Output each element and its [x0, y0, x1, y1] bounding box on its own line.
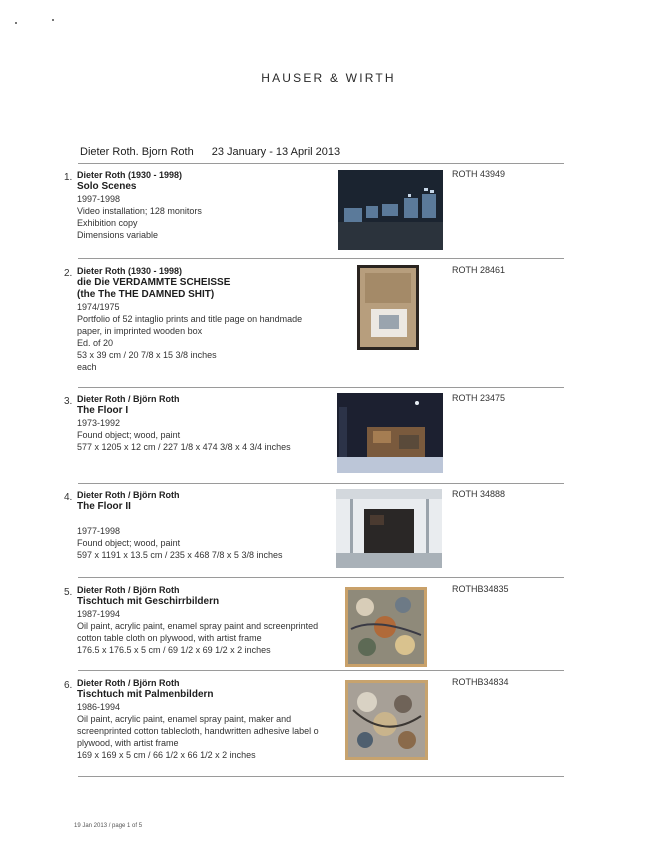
artwork-title: die Die VERDAMMTE SCHEISSE: [77, 277, 231, 288]
artwork-title-translation: (the The THE DAMNED SHIT): [77, 289, 215, 300]
entry-number: 4.: [64, 492, 73, 503]
inventory-number: ROTH 28461: [452, 265, 506, 275]
artwork-photo-the-floor-i: [337, 393, 443, 473]
entry-text: [77, 393, 337, 453]
divider: [78, 163, 564, 164]
artwork-date: 1973-1992: [77, 418, 121, 428]
entry-number: 5.: [64, 587, 73, 598]
exhibition-dates: 23 January - 13 April 2013: [211, 146, 341, 158]
entry-text: [77, 677, 327, 761]
artwork-date: 1987-1994: [77, 609, 121, 619]
inventory-number: ROTH 43949: [452, 169, 506, 179]
artwork-dimensions: 597 x 1191 x 13.5 cm / 235 x 468 7/8 x 5 3/8 inches: [77, 550, 283, 560]
artist-name: Dieter Roth / Björn Roth: [77, 585, 180, 595]
artwork-title: Tischtuch mit Palmenbildern: [77, 689, 214, 700]
scan-speck: [15, 22, 17, 24]
artwork-dimensions: Dimensions variable: [77, 230, 159, 240]
artist-name: Dieter Roth / Björn Roth: [77, 678, 180, 688]
artwork-medium: Portfolio of 52 intaglio prints and title page on handmade: [77, 314, 303, 324]
artwork-date: 1997-1998: [77, 194, 121, 204]
inventory-number: ROTHB34834: [452, 677, 509, 687]
entry-number: 1.: [64, 172, 73, 183]
exhibition-heading: [80, 146, 340, 158]
inventory-number: ROTHB34835: [452, 584, 509, 594]
artwork-title: Solo Scenes: [77, 181, 137, 192]
artwork-medium: Oil paint, acrylic paint, enamel spray paint, maker and: [77, 714, 292, 724]
artwork-photo-the-floor-ii: [336, 489, 442, 568]
artwork-medium-cont: screenprinted cotton tablecloth, handwritten adhesive label o: [77, 726, 319, 736]
artwork-medium-cont2: plywood, with artist frame: [77, 738, 179, 748]
inventory-number: ROTH 23475: [452, 393, 506, 403]
artwork-date: 1986-1994: [77, 702, 121, 712]
artwork-title: The Floor II: [77, 501, 131, 512]
page-footer: 19 Jan 2013 / page 1 of 5: [74, 823, 143, 829]
artwork-date: 1977-1998: [77, 526, 121, 536]
scan-speck: [52, 19, 54, 21]
artwork-edition: Exhibition copy: [77, 218, 138, 228]
entry-number: 3.: [64, 396, 73, 407]
artist-name: Dieter Roth (1930 - 1998): [77, 266, 183, 276]
artwork-photo-solo-scenes: [338, 170, 443, 250]
entry-text: [77, 169, 332, 241]
artwork-medium: Found object; wood, paint: [77, 430, 181, 440]
divider: [78, 776, 564, 777]
entry-text: [77, 489, 337, 561]
artist-name: Dieter Roth / Björn Roth: [77, 394, 180, 404]
entry-text: [77, 265, 332, 373]
inventory-number: ROTH 34888: [452, 489, 506, 499]
divider: [78, 483, 564, 484]
artwork-dimensions: 53 x 39 cm / 20 7/8 x 15 3/8 inches: [77, 350, 217, 360]
artwork-title: Tischtuch mit Geschirrbildern: [77, 596, 220, 607]
artwork-title: The Floor I: [77, 405, 129, 416]
divider: [78, 670, 564, 671]
blank-line: [77, 513, 337, 525]
artwork-medium: Found object; wood, paint: [77, 538, 181, 548]
entry-text: [77, 584, 332, 656]
artwork-medium: Video installation; 128 monitors: [77, 206, 202, 216]
artwork-dimensions: 169 x 169 x 5 cm / 66 1/2 x 66 1/2 x 2 inches: [77, 750, 256, 760]
artwork-photo-tischtuch-palmen: [345, 680, 428, 760]
artwork-dimensions-note: each: [77, 362, 97, 372]
divider: [78, 577, 564, 578]
artwork-medium-cont: cotton table cloth on plywood, with artist frame: [77, 633, 262, 643]
divider: [78, 258, 564, 259]
artwork-photo-tischtuch-geschirr: [345, 587, 427, 667]
artwork-dimensions: 577 x 1205 x 12 cm / 227 1/8 x 474 3/8 x 4 3/4 inches: [77, 442, 291, 452]
entry-number: 2.: [64, 268, 73, 279]
artwork-dimensions: 176.5 x 176.5 x 5 cm / 69 1/2 x 69 1/2 x 2 inches: [77, 645, 271, 655]
artwork-medium: Oil paint, acrylic paint, enamel spray paint and screenprinted: [77, 621, 319, 631]
artwork-photo-portfolio-box: [357, 265, 419, 350]
exhibition-title: Dieter Roth. Bjorn Roth: [80, 146, 194, 158]
entry-number: 6.: [64, 680, 73, 691]
artist-name: Dieter Roth (1930 - 1998): [77, 170, 183, 180]
divider: [78, 387, 564, 388]
artwork-date: 1974/1975: [77, 302, 120, 312]
gallery-logo: HAUSER & WIRTH: [261, 71, 396, 85]
artwork-edition: Ed. of 20: [77, 338, 114, 348]
artwork-medium-cont: paper, in imprinted wooden box: [77, 326, 203, 336]
artist-name: Dieter Roth / Björn Roth: [77, 490, 180, 500]
